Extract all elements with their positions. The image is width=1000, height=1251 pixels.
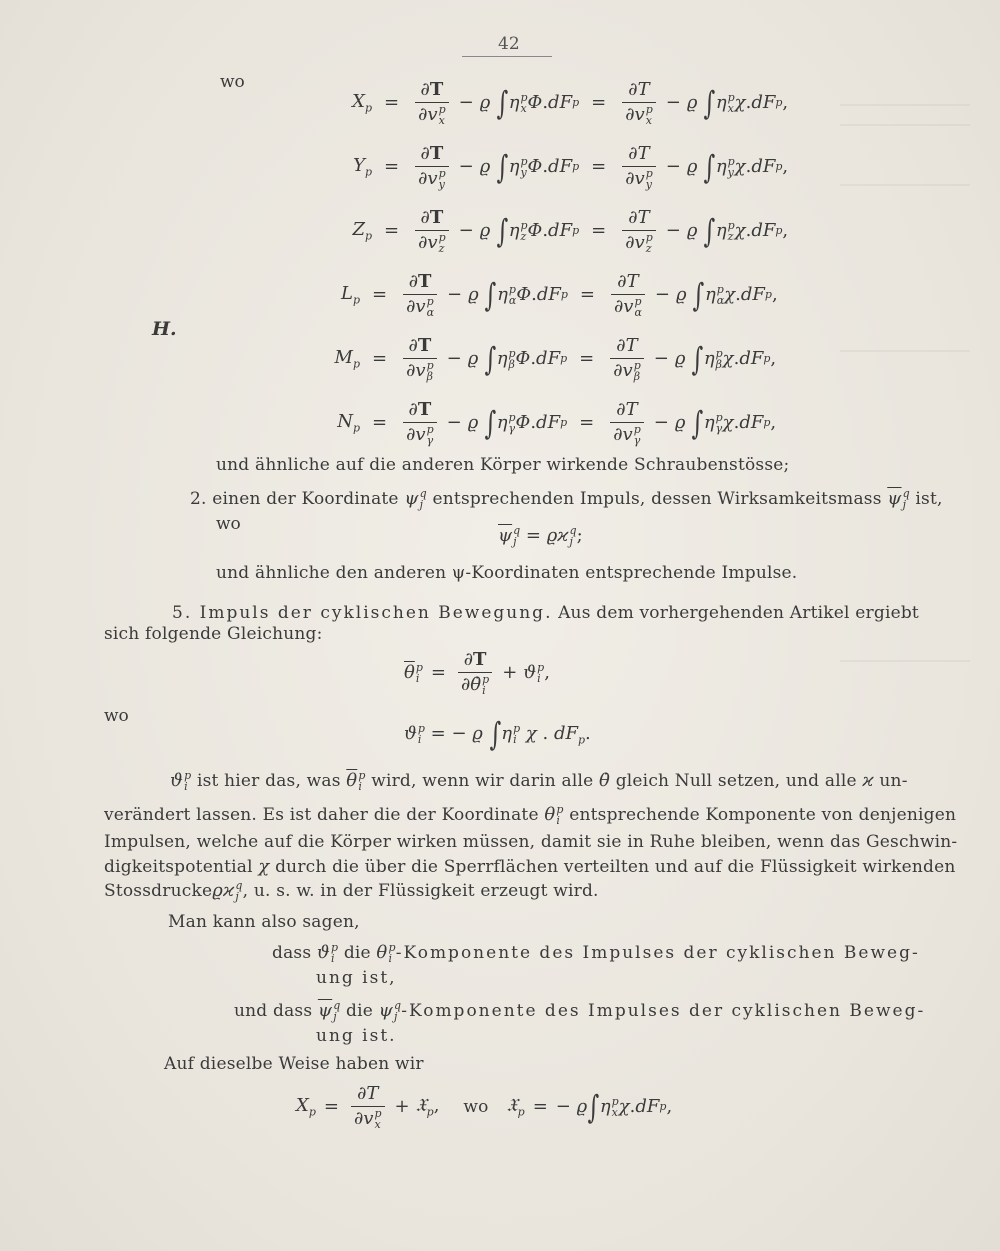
equation-X-final: $X_p$ = ∂T ∂v p x + 𝔛$_p$, wo 𝔛$_p$ = − ϱ ∫ η p x χ . dF p , — [296, 1083, 673, 1131]
equation-row-L: $L_p$ = ∂T ∂v p α − ϱ ∫ η p α Φ . dF p = ∂T ∂v p α − ϱ ∫ η p α χ . dF p , — [341, 271, 778, 319]
equation-row-M: $M_p$ = ∂T ∂v p β − ϱ ∫ η p β Φ . dF p = ∂T ∂v p β − ϱ ∫ η p β χ . dF p , — [334, 335, 777, 383]
header-rule — [462, 56, 552, 57]
item2-after: und ähnliche den anderen ψ-Koordinaten entsprechende Impulse. — [216, 563, 798, 583]
dass1-b: die — [343, 943, 371, 963]
para1-l5-b: , u. s. w. in der Flüssigkeit erzeugt wird. — [242, 881, 599, 901]
wo-label-mid: wo — [104, 706, 129, 726]
dass1-c: -Komponente des Impulses der cyklischen Beweg- — [395, 943, 920, 963]
para1-l4-b: durch die über die Sperrflächen verteilten und auf die Flüssigkeit wirkenden — [275, 857, 956, 877]
item2-prefix: 2. einen der Koordinate — [190, 489, 399, 509]
item2-end: ist, — [915, 489, 943, 509]
section-heading: 5. Impuls der cyklischen Bewegung. — [172, 603, 553, 623]
para1-line2: verändert lassen. Es ist daher die der Koordinate θ p i entsprechende Komponente von denjenigen — [104, 803, 957, 827]
para1-text-d: un- — [879, 771, 908, 791]
bleed-line — [840, 184, 970, 186]
bleed-line — [840, 124, 970, 126]
equation-theta-bar: $\overline{\theta}$ p i = ∂T ∂θ̇ p i + ϑ p i , — [404, 649, 550, 697]
dass2-b: die — [346, 1001, 374, 1021]
text-line-after-system: und ähnliche auf die anderen Körper wirkende Schraubenstösse; — [216, 455, 790, 475]
para1-l4-a: digkeitspotential — [104, 857, 253, 877]
para1-text-b: wird, wenn wir darin alle — [371, 771, 594, 791]
wo-label-last: wo — [463, 1096, 489, 1117]
page-number: 42 — [498, 34, 520, 54]
dass1-d: ung ist, — [316, 968, 397, 988]
dass-line-2: und dass $\overline{\psi}$ q j die ψ q j -Komponente des Impulses der cyklischen Beweg- — [234, 999, 926, 1023]
item2-suffix: entsprechenden Impuls, dessen Wirksamkeitsmass — [432, 489, 882, 509]
para1-line5: Stossdruckeϱϰ q j , u. s. w. in der Flüssigkeit erzeugt wird. — [104, 879, 599, 903]
equation-vartheta: ϑ p i = − ϱ ∫η p i χ . $dF_p$. — [404, 715, 591, 753]
para1-text-c: gleich Null setzen, und alle — [615, 771, 857, 791]
wo-label-top: wo — [220, 72, 245, 92]
psi-j-q-symbol: ψ q j — [404, 487, 427, 511]
bleed-line — [840, 350, 970, 352]
wo-label-item2: wo — [216, 514, 241, 534]
dass-line-1: dass ϑ p i die θ p i -Komponente des Impulses der cyklischen Beweg- — [272, 941, 920, 965]
equation-row-X: $X_p$ = ∂T ∂v p x − ϱ ∫ η p x Φ . dF p = ∂T ∂v p x − ϱ ∫ η p x χ . dF p , — [352, 79, 789, 127]
bleed-line — [840, 660, 970, 662]
section-text-2: sich folgende Gleichung: — [104, 624, 323, 644]
para1-l5-a: Stossdrucke — [104, 881, 213, 901]
psi-bar-j-q-symbol: $\overline{\psi}$ q j — [887, 487, 910, 511]
section-5-line — [172, 603, 919, 623]
para1-text-a: ist hier das, was — [196, 771, 341, 791]
dass2-d: ung ist. — [316, 1026, 397, 1046]
para1-line1: ϑ p i ist hier das, was $\overline{\theta}$ p i wird, wenn wir darin alle θ̇ gleich Null setzen, und alle ϰ un- — [170, 769, 908, 793]
equation-row-Y: $Y_p$ = ∂T ∂v p y − ϱ ∫ η p y Φ . dF p = ∂T ∂v p y − ϱ ∫ η p y χ . dF p , — [353, 143, 789, 191]
equation-psi-bar: $\overline{\psi}$ q j = ϱϰ q j ; — [498, 524, 583, 548]
dass2-a: und dass — [234, 1001, 313, 1021]
dass1-a: dass — [272, 943, 312, 963]
equation-row-N: $N_p$ = ∂T ∂v p γ − ϱ ∫ η p γ Φ . dF p = ∂T ∂v p γ − ϱ ∫ η p γ χ . dF p , — [337, 399, 777, 447]
para3: Auf dieselbe Weise haben wir — [164, 1054, 424, 1074]
bleed-line — [840, 104, 970, 106]
para1-line4: digkeitspotential χ durch die über die Sperrflächen verteilten und auf die Flüssigkeit wirkenden — [104, 856, 956, 877]
dass2-c: -Komponente des Impulses der cyklischen Beweg- — [401, 1001, 926, 1021]
item2-line — [190, 488, 943, 510]
para1-l2-b: entsprechende Komponente von denjenigen — [569, 805, 957, 825]
para2: Man kann also sagen, — [168, 912, 360, 932]
para1-line3: Impulsen, welche auf die Körper wirken müssen, damit sie in Ruhe bleiben, wenn das Geschwin- — [104, 832, 958, 852]
section-text: Aus dem vorhergehenden Artikel ergiebt — [558, 603, 919, 623]
system-label-H: H. — [152, 318, 177, 340]
para1-l2-a: verändert lassen. Es ist daher die der Koordinate — [104, 805, 539, 825]
equation-row-Z: $Z_p$ = ∂T ∂v p z − ϱ ∫ η p z Φ . dF p = ∂T ∂v p z − ϱ ∫ η p z χ . dF p , — [352, 207, 789, 255]
